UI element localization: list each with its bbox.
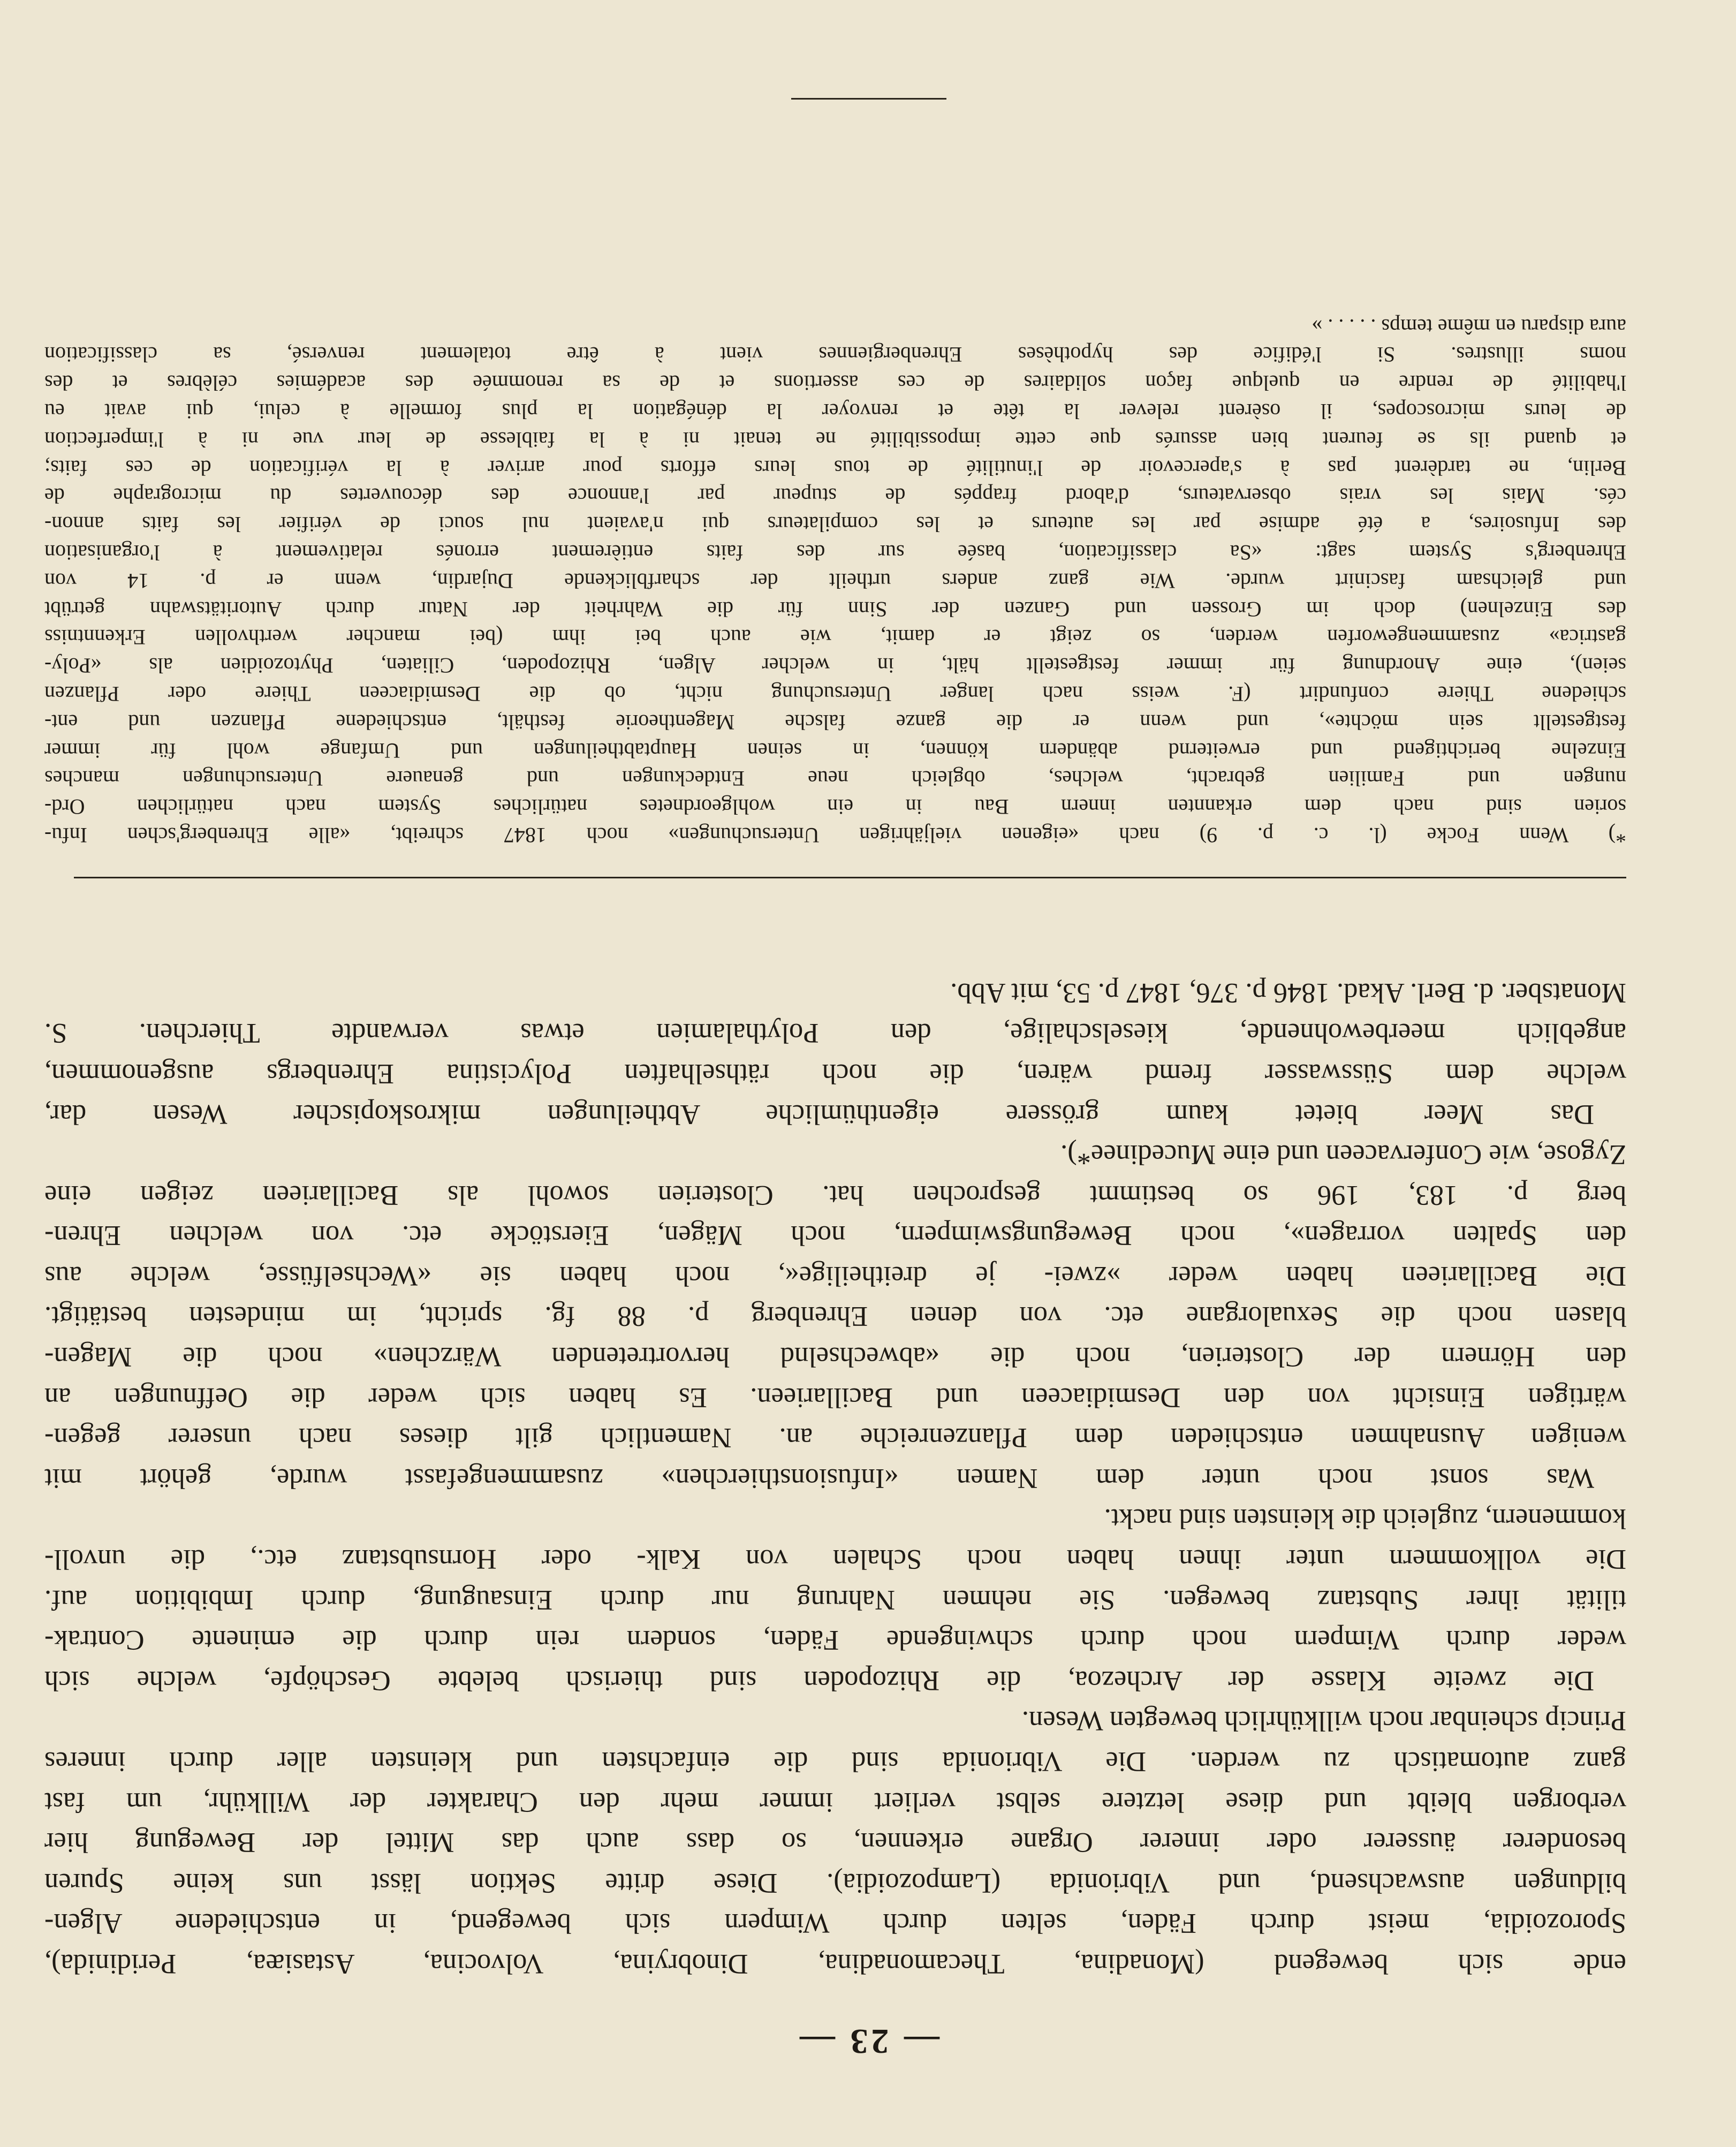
footnote-line: festgestellt sein möchte», und wenn er die ganze falsche Magentheorie festhält, entschiedene Pflanzen und ent- — [44, 710, 1626, 734]
footnote-line: nungen und Familien gebracht, welches, obgleich neue Entdeckungen und genauere Untersuchungen manches — [44, 767, 1626, 791]
body-line: verborgen bleibt und diese letztere selbst verliert immer mehr den Charakter der Willkühr, um fast — [44, 1786, 1626, 1818]
body-line: Die Bacillarieen haben weder »zwei- je dreitheilige«, noch haben sie «Wechselfüsse, welche aus — [44, 1260, 1626, 1292]
footnote-line: cés. Mais les vrais observateurs, d'abord frappés de stupeur par l'annonce des découvertes du micrographe de — [44, 484, 1626, 509]
end-rule — [791, 98, 946, 100]
body-line: Princip scheinbar noch willkührlich bewegten Wesen. — [1021, 1705, 1626, 1737]
body-line: weder durch Wimpern noch durch schwingende Fäden, sondern rein durch die eminente Contrak- — [44, 1625, 1626, 1656]
body-line: wenigen Ausnahmen entschieden dem Pflanzenreiche an. Namentlich gilt dieses nach unserer gegen- — [44, 1422, 1626, 1454]
footnote-divider — [74, 877, 1626, 878]
footnote-line: schiedene Thiere confundirt (F. weiss nach langer Untersuchung nicht, ob die Desmidiaceen Thiere oder Pflanzen — [44, 682, 1626, 707]
footnote-line: l'habilité de rendre en quelque façon solidaires de ces assertions et de sa renommée des académies célèbres et des — [44, 371, 1626, 396]
main-text — [44, 972, 1626, 1984]
page-number: — 23 — — [797, 2022, 939, 2061]
body-line: ganz automatisch zu werden. Die Vibrionida sind die einfachsten und kleinsten aller durch inneres — [44, 1746, 1626, 1778]
body-line: Monatsber. d. Berl. Akad. 1846 p. 376, 1847 p. 53, mit Abb. — [950, 977, 1626, 1008]
footnote-line: des Infusoires, a été admise par les auteurs et les compilateurs qui n'avaient nul souci de vérifier les faits annon- — [44, 512, 1626, 537]
footnote-line: Berlin, ne tardèrent pas à s'apercevoir de l'inutilité de tous leurs efforts pour arriver à la vérification de ces faits; — [44, 456, 1626, 480]
paragraph-start: Was sonst noch unter dem Namen «Infusionsthierchen» zusammengefasst wurde, gehört mit — [44, 1462, 1594, 1494]
footnote-line: Einzelne berichtigend und erweiternd abändern können, in seinen Hauptabtheilungen und Umfange wohl für immer — [44, 738, 1626, 763]
footnote-line: und gleichsam fascinirt wurde. Wie ganz anders urtheilt der scharfblickende Dujardin, wenn er p. 14 von — [44, 568, 1626, 593]
body-line: Die vollkommern unter ihnen haben noch Schalen von Kalk- oder Hornsubstanz etc., die unvoll- — [44, 1544, 1626, 1575]
footnote-line: noms illustres. Si l'édifice des hypothèses Ehrenbergiennes vient à être totalement renversé, sa classification — [44, 343, 1626, 367]
body-line: berg p. 183, 196 so bestimmt gesprochen hat. Closterien sowohl als Bacillarieen zeigen eine — [44, 1179, 1626, 1211]
footnote-line: seien), eine Anordnung für immer festgestellt hält, in welcher Algen, Rhizopoden, Ciliaten, Phytozoidien als «Poly- — [44, 654, 1626, 678]
body-line: welche dem Süsswasser fremd wären, die noch räthselhaften Polycistina Ehrenbergs ausgenommen, — [44, 1058, 1626, 1089]
paragraph-start: Das Meer bietet kaum grössere eigenthümliche Abtheilungen mikroskopischer Wesen dar, — [44, 1098, 1594, 1130]
footnote-line: *) Wenn Focke (l. c. p. 9) nach «eigenen vieljährigen Untersuchungen» noch 1847 schreibt, «alle Ehrenberg'schen Infu- — [44, 823, 1626, 847]
body-line: besonderer äusserer oder innerer Organe erkennen, so dass auch das Mittel der Bewegung hier — [44, 1827, 1626, 1858]
footnote-line: de leurs microscopes, il osèrent relever la tête et renvoyer la dénégation la plus formelle à celui, qui avait eu — [44, 399, 1626, 424]
body-line: Sporozoidia, meist durch Fäden, selten durch Wimpern sich bewegend, in entschiedene Algen- — [44, 1908, 1626, 1939]
footnote — [44, 312, 1626, 849]
body-line: den Hörnern der Closterien, noch die «abwechselnd hervortretenden Wärzchen» noch die Magen- — [44, 1341, 1626, 1373]
body-line: wärtigen Einsicht von den Desmidiaceen und Bacillarieen. Es haben sich weder die Oeffnungen an — [44, 1382, 1626, 1413]
footnote-line: gastrica» zusammengeworfen werden, so zeigt er damit, wie auch bei ihm (bei mancher werthvollen Erkenntniss — [44, 625, 1626, 650]
body-line: den Spalten vorragen», noch Bewegungswimpern, noch Mägen, Eierstöcke etc. von welchen Ehren- — [44, 1220, 1626, 1251]
footnote-line: et quand ils se feurent bien assurés que cette impossibilité ne tenait ni à la faiblesse de leur vue ni à l'imperfection — [44, 427, 1626, 452]
body-line: Zygose, wie Confervaceen und eine Mucedinee*). — [1060, 1139, 1626, 1171]
body-line: ende sich bewegend (Monadina, Thecamonadina, Dinobryina, Volvocina, Astasiæa, Peridinida), — [44, 1948, 1626, 1979]
paragraph-start: Die zweite Klasse der Archezoa, die Rhizopoden sind thierisch belebte Geschöpfe, welche sich — [44, 1665, 1594, 1696]
body-line: angeblich meerbewohnende, kieselschalige, den Polythalamien etwas verwandte Thierchen. S. — [44, 1018, 1626, 1049]
body-line: tilität ihrer Substanz bewegen. Sie nehmen Nahrung nur durch Einsaugung, durch Imbibition auf. — [44, 1584, 1626, 1615]
footnote-line: Ehrenberg's System sagt: «Sa classification, basée sur des faits entièrement erronés relativement à l'organisation — [44, 541, 1626, 565]
footnote-line: des Einzelnen) doch im Grossen und Ganzen der Sinn für die Wahrheit der Natur durch Autoritätswahn getrübt — [44, 597, 1626, 621]
body-line: blasen noch die Sexualorgane etc. von denen Ehrenberg p. 88 fg. spricht, im mindesten bestätigt. — [44, 1301, 1626, 1332]
body-line: bildungen auswachsend, und Vibrionida (Lampozoidia). Diese dritte Sektion lässt uns keine Spuren — [44, 1867, 1626, 1899]
footnote-line: aura disparu en même temps . . . . . » — [1312, 314, 1626, 339]
body-line: kommenern, zugleich die kleinsten sind nackt. — [1104, 1503, 1626, 1535]
footnote-line: sorien sind nach dem erkannten innern Bau in ein wohlgeordnetes natürliches System nach natürlichen Ord- — [44, 795, 1626, 820]
